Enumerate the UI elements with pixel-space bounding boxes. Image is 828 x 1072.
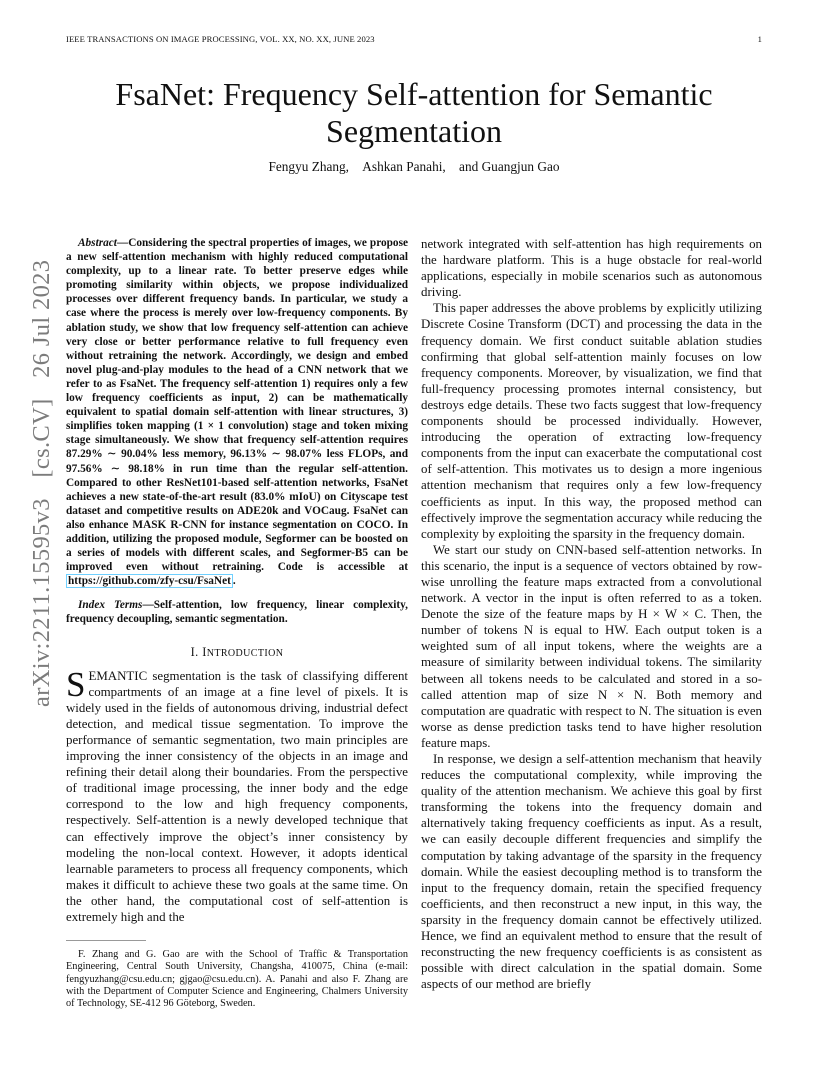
arxiv-stamp [28, 246, 56, 707]
left-column [66, 236, 408, 925]
running-header [66, 34, 762, 48]
arxiv-date: 26 Jul 2023 [28, 259, 55, 378]
paper-title: FsaNet: Frequency Self-attention for Semantic Segmentation [115, 76, 713, 149]
drop-cap: S [66, 664, 86, 704]
paragraph-cnn-attention: We start our study on CNN-based self-attention networks. In this scenario, the input is a sequence of vectors obtained by row-wise unrolling the feature maps extracted from a convolutional network. A vector in the input is often referred to as a token. Denote the size of the feature maps by H × W × C. Then, the number of tokens N is equal to HW. Each output token is a weighted sum of all input tokens, where the weights are a measure of similarity between individual tokens. The similarity between all tokens needs to be calculated and stored in a so-called attention map of size N × N. Both memory and computation are quadratic with respect to N. The situation is even worse as dense prediction tasks tend to have higher resolution feature maps. [421, 542, 762, 750]
abstract-end: . [232, 575, 236, 588]
right-column [421, 236, 762, 992]
abstract-text: —Considering the spectral properties of images, we propose a new self-attention mechanism with highly reduced computational complexity, up to a linear rate. To better preserve edges while promoting similarity within objects, we propose individualized processes over different frequency bands. In particular, we study a case where the process is merely over low-frequency components. By ablation study, we show that low frequency self-attention can achieve very close or better performance relative to full frequency even without retraining the network. Accordingly, we design and embed novel plug-and-play modules to the head of a CNN network that we refer to as FsaNet. The frequency self-attention 1) requires only a few low frequency coefficients as input, 2) can be mathematically equivalent to spatial domain self-attention with linear structures, 3) simplifies token mapping (1 × 1 convolution) stage and token mixing stage simultaneously. We show that frequency self-attention requires 87.29% ∼ 90.04% less memory, 96.13% ∼ 98.07% less FLOPs, and 97.56% ∼ 98.18% in run time than the regular self-attention. Compared to other ResNet101-based self-attention networks, FsaNet achieves a new state-of-the-art result (83.0% mIoU) on Cityscape test dataset and competitive results on ADE20k and VOCaug. FsaNet can also enhance MASK R-CNN for instance segmentation on COCO. In addition, utilizing the proposed module, Segformer can be boosted on a series of models with different scales, and Segformer-B5 can be improved even without retraining. Code is accessible at [66, 237, 408, 574]
section-title-first: I [202, 644, 207, 659]
abstract-label: Abstract [78, 237, 117, 249]
intro-paragraph [66, 664, 408, 926]
journal-header: IEEE TRANSACTIONS ON IMAGE PROCESSING, VOL. XX, NO. XX, JUNE 2023 [66, 34, 375, 44]
index-terms [66, 598, 408, 626]
code-link[interactable]: https://github.com/zfy-csu/FsaNet [68, 575, 231, 588]
arxiv-id: arXiv:2211.15595v3 [28, 498, 55, 707]
paragraph-dct: This paper addresses the above problems by explicitly utilizing Discrete Cosine Transform (DCT) and processing the data in the frequency domain. We first conduct suitable ablation studies confirming that global self-attention mainly focuses on low frequency components. Moreover, by visualization, we find that full-frequency processing promotes internal consistency, but destroys edge details. These two facts suggest that low-frequency components should be processed individually. However, introducing the operation of extracting low-frequency components from the input can exacerbate the computational cost of self-attention. This motivates us to design a more ingenious attention mechanism that requires only a few low-frequency coefficients as input. In this way, the proposed method can effectively improve the segmentation accuracy while reducing the complexity by exploiting the sparsity in the frequency domain. [421, 301, 762, 541]
index-terms-text: —Self-attention, low frequency, linear complexity, frequency decoupling, semantic segmentation. [66, 599, 409, 626]
footnote-text: F. Zhang and G. Gao are with the School of Traffic & Transportation Engineering, Central South University, Changsha, 410075, China (e-mail: fengyuzhang@csu.edu.cn; gjgao@csu.edu.cn). A. Panahi and also F. Zhang are with the Department of Computer Science and Engineering, Chalmers University of Technology, SE-412 96 Göteborg, Sweden. [66, 949, 408, 1010]
footnote-rule [66, 940, 146, 941]
paragraph-response: In response, we design a self-attention mechanism that heavily reduces the computational complexity, while improving the quality of the attention mechanism. We achieve this goal by first transforming the tokens into the frequency domain and alternatively taking frequency coefficients as input. As a result, we can easily decouple different frequencies and simplify the computation by taking advantage of the sparsity in the frequency domain. While the easiest decoupling method is to transform the input to the frequency domain, retain the specified frequency coefficients, and then reconstruct a new input, in this way, the sparsity in the frequency domain cannot be effectively utilized. Hence, we find an equivalent method to ensure that the result of reconstructing the new frequency coefficients is as consistent as possible with direct calculation in the spatial domain. Some aspects of our method are briefly [421, 752, 762, 992]
index-terms-label: Index Terms [78, 599, 143, 612]
section-heading-introduction [66, 644, 408, 662]
section-numeral: I. [190, 644, 199, 659]
page-number: 1 [757, 34, 762, 44]
intro-first-word: EMANTIC [88, 668, 148, 683]
abstract [66, 236, 408, 588]
intro-text: segmentation is the task of classifying different compartments of an image at a fine level of pixels. It is widely used in the fields of autonomous driving, industrial defect detection, and medical tissue segmentation. To improve the performance of semantic segmentation, two main principles are improving the inner consistency of the objects in an image and refining their detail along their boundaries. From the perspective of traditional image processing, the inner body and the edge correspond to the low and high frequency components, respectively. Self-attention is a newly developed technique that can effectively improve the object’s inner consistency by modeling the non-local context. However, it adopts identical learnable parameters to process all frequency components, which makes it difficult to achieve these two goals at the same time. On the other hand, the computational cost of self-attention is extremely high and the [66, 668, 408, 925]
arxiv-category: [cs.CV] [28, 398, 55, 478]
section-title-rest: NTRODUCTION [206, 647, 284, 659]
footnote [66, 949, 408, 1010]
paper-authors: Fengyu Zhang, Ashkan Panahi, and Guangjun Gao [268, 159, 560, 174]
paragraph-continued: network integrated with self-attention has high requirements on the hardware platform. This is a huge obstacle for real-world applications, especially in mobile scenarios such as autonomous driving. [421, 237, 762, 300]
